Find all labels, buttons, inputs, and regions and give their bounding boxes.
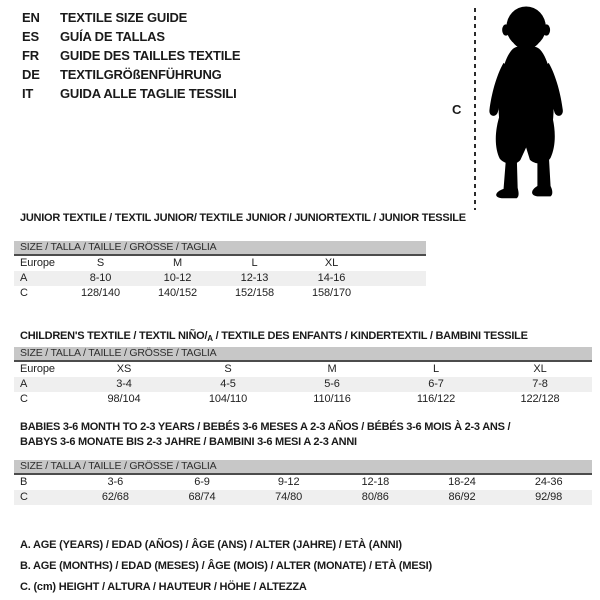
cell: 140/152 [157,287,198,299]
header-cell: XL [324,257,339,269]
header-cell: L [432,363,440,375]
cell: 14-16 [317,272,346,284]
lang-code: DE [22,67,40,82]
lang-label: GUIDE DES TAILLES TEXTILE [60,48,241,63]
cell: 80/86 [361,491,389,503]
baby-silhouette-icon [481,4,575,212]
row-label: C [20,287,28,299]
row-label: C [20,491,28,503]
cell: 74/80 [275,491,303,503]
lang-code: ES [22,29,39,44]
cell: 7-8 [532,378,548,390]
lang-row-fr [22,46,240,65]
children-section-title [20,329,528,346]
legend-line-a: A. AGE (YEARS) / EDAD (AÑOS) / ÂGE (ANS) / ALTER (JAHRE) / ETÀ (ANNI) [20,539,402,551]
cell: 128/140 [80,287,121,299]
children-title-part1: CHILDREN'S TEXTILE / TEXTIL NIÑO/ [20,330,208,342]
babies-title-line2: BABYS 3-6 MONATE BIS 2-3 JAHRE / BAMBINI 3-6 MESI A 2-3 ANNI [20,436,357,448]
cell: 158/170 [311,287,352,299]
cell: 6-7 [428,378,444,390]
cell: 10-12 [163,272,192,284]
header-cell: Europe [20,363,55,375]
table-row-c [14,286,426,301]
cell: 152/158 [234,287,275,299]
children-title-subscript: A [207,334,213,343]
babies-size-table [14,460,592,505]
cell: 98/104 [107,393,141,405]
cell: 12-18 [361,476,390,488]
cell: 6-9 [194,476,210,488]
table-row-b [14,475,592,490]
table-header-row [14,362,592,377]
children-title-part2: / TEXTILE DES ENFANTS / KINDERTEXTIL / BAMBINI TESSILE [212,330,528,342]
header-cell: S [224,363,232,375]
table-row-c [14,392,592,407]
header-cell: XS [116,363,132,375]
table-row-a [14,377,592,392]
header-cell: L [251,257,258,269]
cell: 116/122 [416,393,456,405]
height-measure-dashed-line [474,8,476,210]
language-list [22,8,240,103]
junior-size-table [14,241,426,301]
babies-title-line1: BABIES 3-6 MONTH TO 2-3 YEARS / BEBÉS 3-6 MESES A 2-3 AÑOS / BÉBÉS 3-6 MOIS À 2-3 ANS / [20,421,511,433]
legend-line-c: C. (cm) HEIGHT / ALTURA / HAUTEUR / HÖHE / ALTEZZA [20,581,307,593]
size-bar: SIZE / TALLA / TAILLE / GRÖSSE / TAGLIA [14,347,592,362]
size-bar: SIZE / TALLA / TAILLE / GRÖSSE / TAGLIA [14,460,592,475]
cell: 9-12 [277,476,300,488]
row-label: B [20,476,28,488]
header-cell: XL [533,363,547,375]
cell: 18-24 [448,476,476,488]
lang-label: GUIDA ALLE TAGLIE TESSILI [60,86,237,101]
cell: 3-6 [107,476,124,488]
height-marker-label: C [452,102,462,117]
spacer-cell [370,286,426,301]
cell: 122/128 [520,393,560,405]
row-label: A [20,378,28,390]
lang-label: TEXTILE SIZE GUIDE [60,10,188,25]
header-cell: Europe [20,257,55,269]
row-label: C [20,393,28,405]
cell: 68/74 [188,491,216,503]
size-bar: SIZE / TALLA / TAILLE / GRÖSSE / TAGLIA [14,241,426,256]
cell: 62/68 [101,491,129,503]
legend [20,535,432,598]
lang-code: FR [22,48,39,63]
lang-label: TEXTILGRÖßENFÜHRUNG [60,67,222,82]
children-size-table [14,347,592,407]
cell: 92/98 [535,491,563,503]
cell: 8-10 [89,272,112,284]
cell: 3-4 [116,378,132,390]
table-row-c [14,490,592,505]
lang-row-es [22,27,240,46]
spacer-cell [370,256,426,271]
lang-code: IT [22,86,34,101]
lang-row-it [22,84,240,103]
babies-section-title [20,420,510,450]
cell: 104/110 [208,393,248,405]
header-cell: M [172,257,183,269]
table-row-a [14,271,426,286]
row-label: A [20,272,28,284]
header-cell: S [96,257,105,269]
cell: 5-6 [324,378,340,390]
lang-row-de [22,65,240,84]
cell: 86/92 [448,491,476,503]
spacer-cell [370,271,426,286]
table-header-row [14,256,426,271]
junior-section-title: JUNIOR TEXTILE / TEXTIL JUNIOR/ TEXTILE JUNIOR / JUNIORTEXTIL / JUNIOR TESSILE [20,212,466,224]
header-cell: M [327,363,337,375]
cell: 24-36 [534,476,563,488]
lang-row-en [22,8,240,27]
cell: 12-13 [240,272,269,284]
legend-line-b: B. AGE (MONTHS) / EDAD (MESES) / ÂGE (MOIS) / ALTER (MONATE) / ETÀ (MESI) [20,560,432,572]
lang-label: GUÍA DE TALLAS [60,29,165,44]
cell: 4-5 [220,378,236,390]
lang-code: EN [22,10,40,25]
cell: 110/116 [313,393,351,405]
